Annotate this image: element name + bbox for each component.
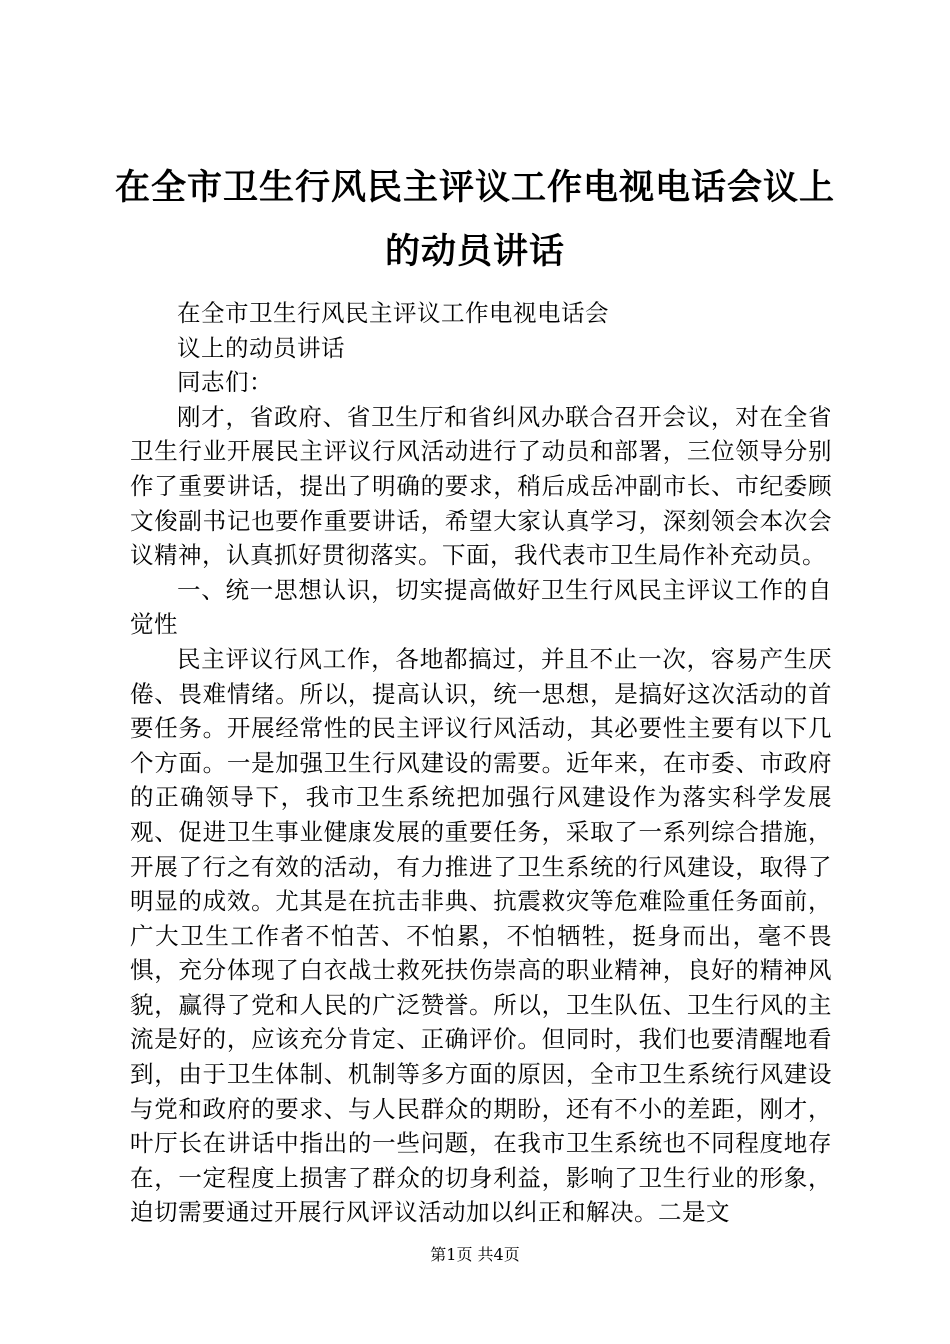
page-footer: 第1页 共4页 xyxy=(430,1245,520,1264)
salutation: 同志们： xyxy=(177,368,273,397)
section-heading: 一、统一思想认识，切实提高做好卫生行风民主评议工作的自觉性 xyxy=(130,575,832,639)
paragraph: 在全市卫生行风民主评议工作电视电话会 xyxy=(177,299,609,327)
title-line-2: 的动员讲话 xyxy=(384,231,565,272)
document-body xyxy=(130,296,832,1230)
paragraph: 议上的动员讲话 xyxy=(177,333,345,362)
paragraph: 民主评议行风工作，各地都搞过，并且不止一次，容易产生厌倦、畏难情绪。所以，提高认识，统一思想，是搞好这次活动的首要任务。开展经常性的民主评议行风活动，其必要性主要有以下几个方面。一是加强卫生行风建设的需要。近年来，在市委、市政府的正确领导下，我市卫生系统把加强行风建设作为落实科学发展观、促进卫生事业健康发展的重要任务，采取了一系列综合措施，开展了行之有效的活动，有力推进了卫生系统的行风建设，取得了明显的成效。尤其是在抗击非典、抗震救灾等危难险重任务面前，广大卫生工作者不怕苦、不怕累，不怕牺牲，挺身而出，毫不畏惧，充分体现了白衣战士救死扶伤崇高的职业精神，良好的精神风貌，赢得了党和人民的广泛赞誉。所以，卫生队伍、卫生行风的主流是好的，应该充分肯定、正确评价。但同时，我们也要清醒地看到，由于卫生体制、机制等多方面的原因，全市卫生系统行风建设与党和政府的要求、与人民群众的期盼，还有不小的差距，刚才，叶厅长在讲话中指出的一些问题，在我市卫生系统也不同程度地存在，一定程度上损害了群众的切身利益，影响了卫生行业的形象，迫切需要通过开展行风评议活动加以纠正和解决。二是文 xyxy=(130,644,832,1227)
title-line-1: 在全市卫生行风民主评议工作电视电话会议上 xyxy=(114,167,835,208)
document-title xyxy=(100,156,850,284)
paragraph: 刚才，省政府、省卫生厅和省纠风办联合召开会议，对在全省卫生行业开展民主评议行风活动进行了动员和部署，三位领导分别作了重要讲话，提出了明确的要求，稍后成岳冲副市长、市纪委顾文俊副书记也要作重要讲话，希望大家认真学习，深刻领会本次会议精神，认真抓好贯彻落实。下面，我代表市卫生局作补充动员。 xyxy=(130,402,832,570)
